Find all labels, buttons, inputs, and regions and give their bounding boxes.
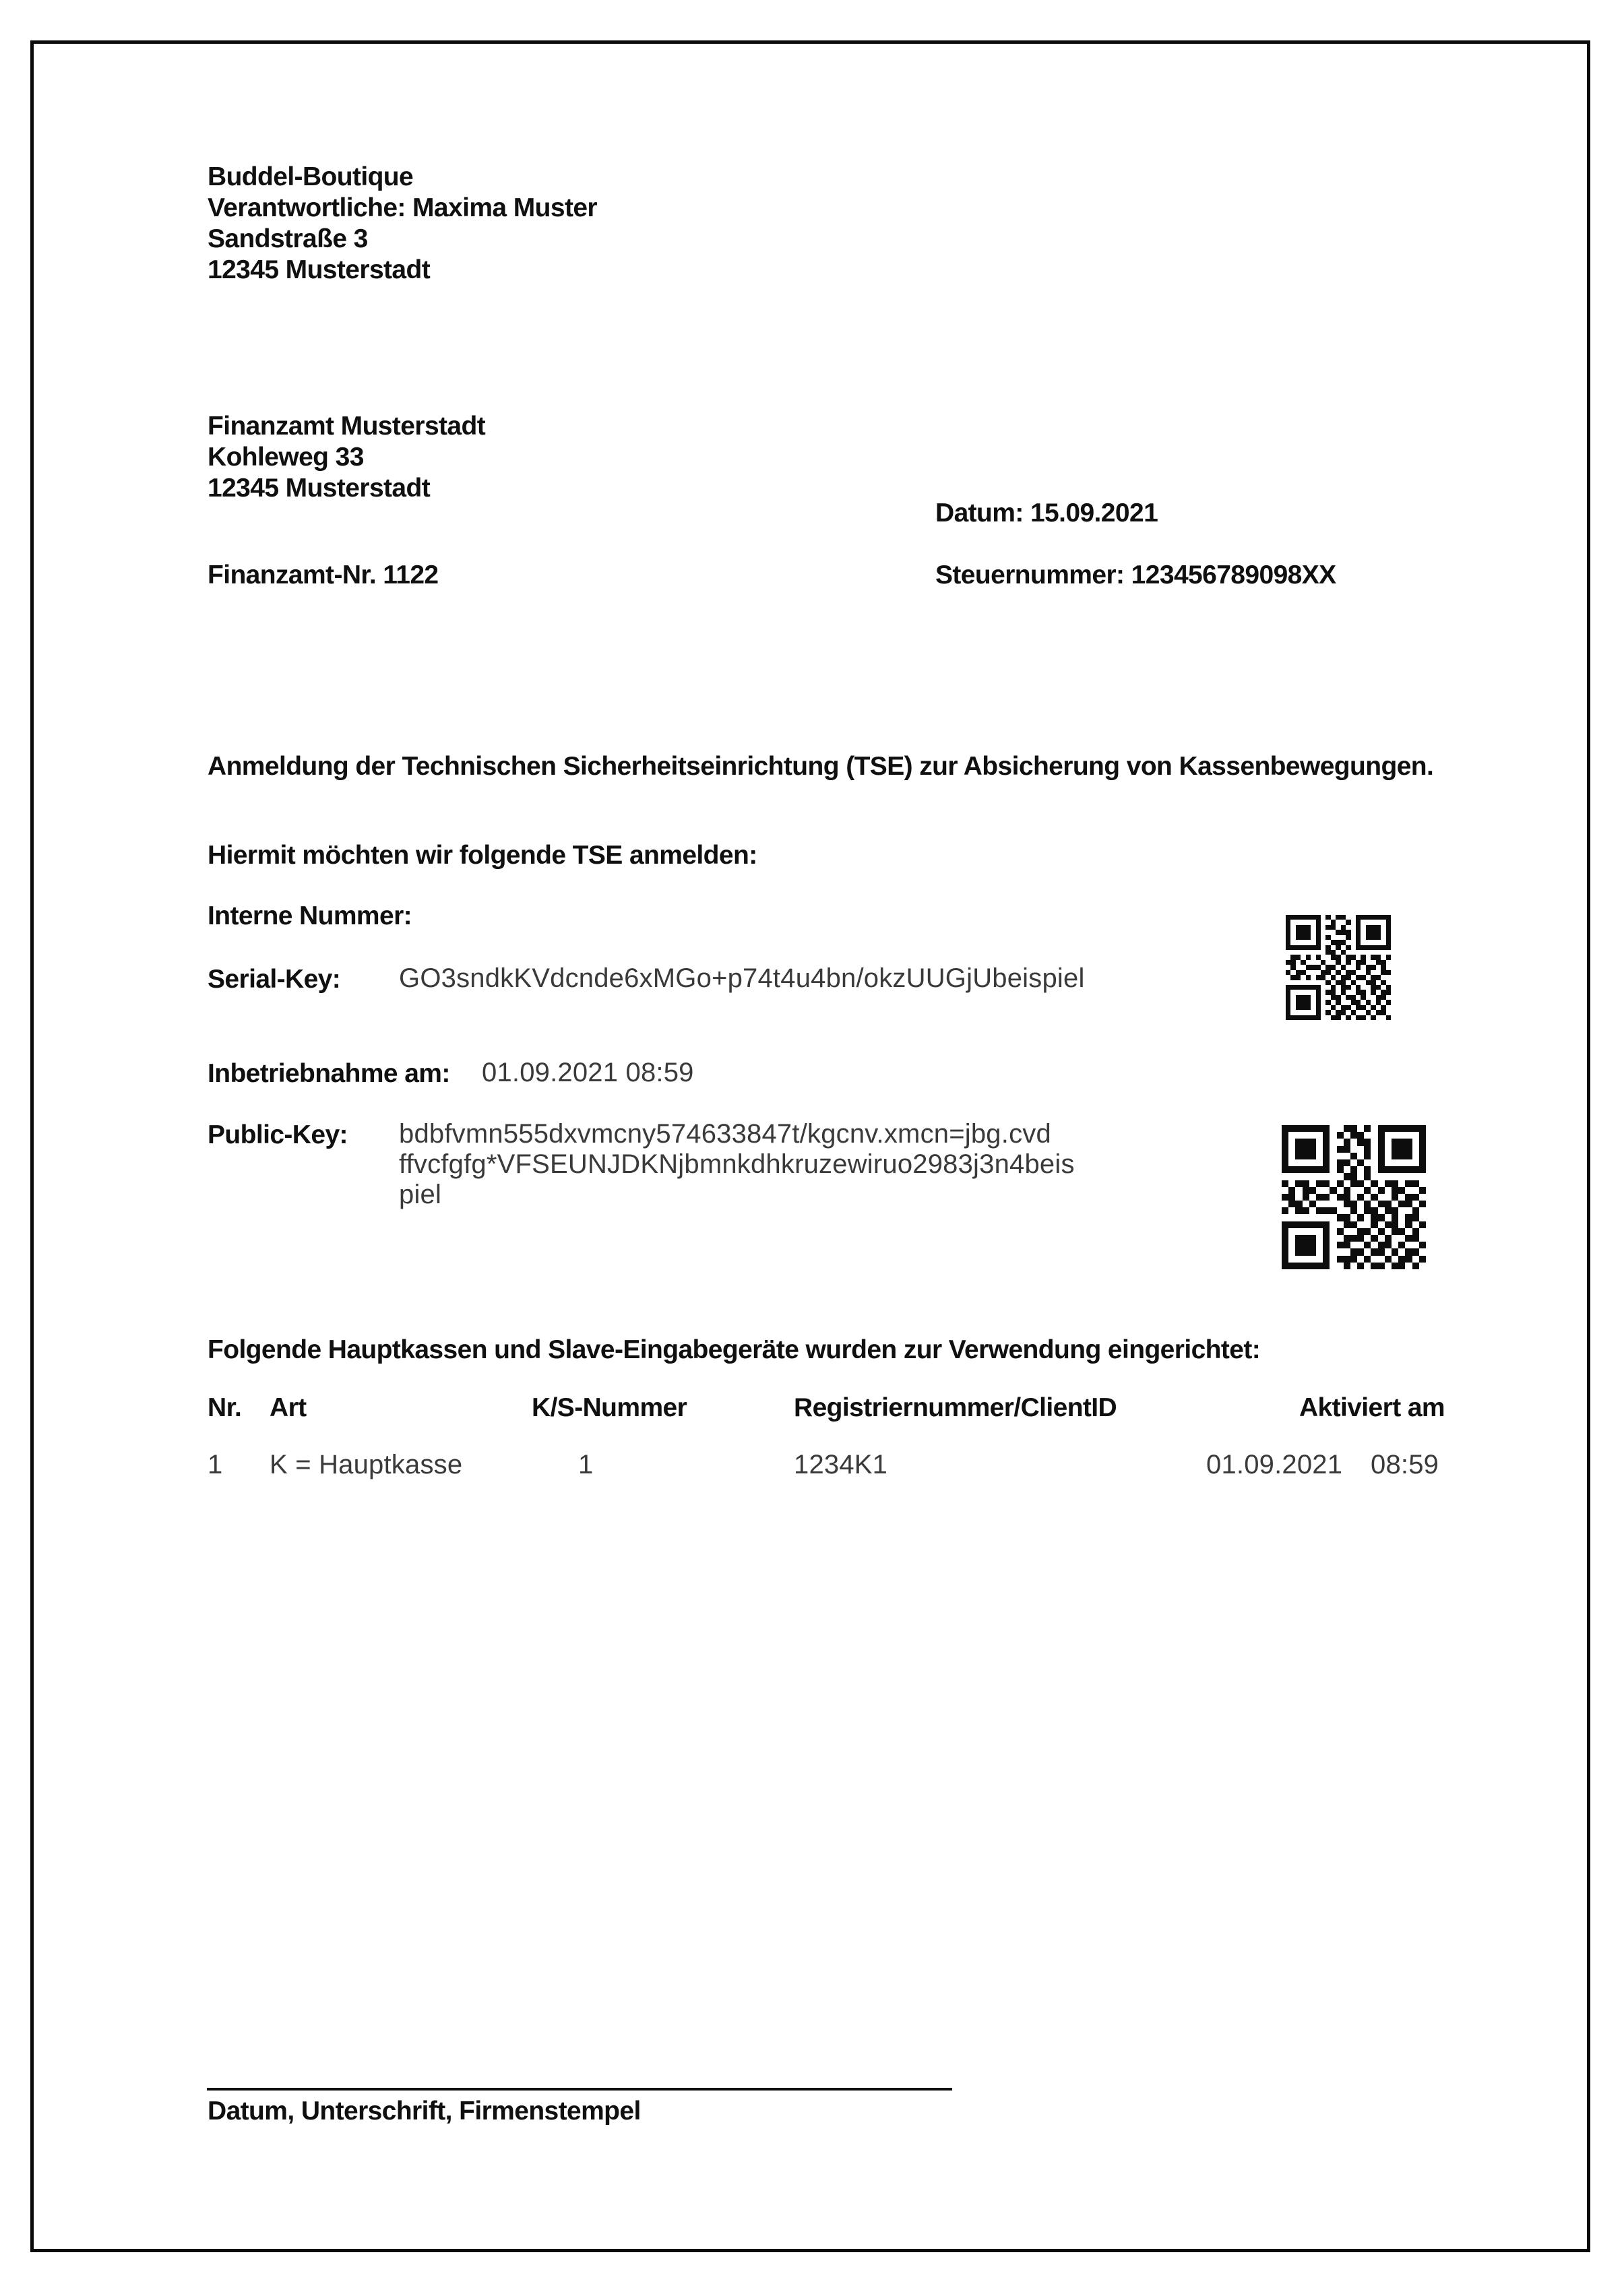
table-header-ks-nummer: K/S-Nummer <box>532 1393 687 1422</box>
row-art: K = Hauptkasse <box>270 1450 463 1479</box>
signature-line <box>207 2088 952 2091</box>
table-header-art: Art <box>270 1393 307 1422</box>
public-key-label: Public-Key: <box>208 1120 348 1149</box>
table-header-aktiviert-am: Aktiviert am <box>1299 1393 1445 1422</box>
public-key-value-line: bdbfvmn555dxvmcny574633847t/kgcnv.xmcn=jbg.cvd <box>399 1119 1051 1149</box>
table-header-nr: Nr. <box>208 1393 242 1422</box>
internal-number-label: Interne Nummer: <box>208 901 412 930</box>
intro-line: Hiermit möchten wir folgende TSE anmelden: <box>208 841 757 870</box>
serial-key-label: Serial-Key: <box>208 965 341 994</box>
recipient-line: Finanzamt Musterstadt <box>208 412 486 441</box>
public-key-value-line: piel <box>399 1180 442 1209</box>
row-nr: 1 <box>208 1450 223 1479</box>
sender-line: 12345 Musterstadt <box>208 255 431 284</box>
row-registriernummer: 1234K1 <box>794 1450 888 1479</box>
public-key-value <box>399 1119 1075 1210</box>
sender-line: Buddel-Boutique <box>208 162 414 191</box>
recipient-line: Kohleweg 33 <box>208 443 364 472</box>
public-key-value-line: ffvcfgfg*VFSEUNJDKNjbmnkdhkruzewiruo2983j3n4beis <box>399 1149 1075 1179</box>
table-header-registriernummer: Registriernummer/ClientID <box>794 1393 1117 1422</box>
signature-label: Datum, Unterschrift, Firmenstempel <box>208 2097 641 2126</box>
sender-line: Sandstraße 3 <box>208 224 368 253</box>
sender-line: Verantwortliche: Maxima Muster <box>208 193 598 222</box>
sender-address <box>208 162 597 286</box>
recipient-address <box>208 411 485 504</box>
serial-key-qrcode <box>1286 915 1391 1020</box>
serial-key-value: GO3sndkKVdcnde6xMGo+p74t4u4bn/okzUUGjUbeispiel <box>399 963 1085 993</box>
row-aktiviert-datum: 01.09.2021 <box>1206 1450 1343 1479</box>
recipient-line: 12345 Musterstadt <box>208 474 431 503</box>
finanzamt-number: Finanzamt-Nr. 1122 <box>208 561 439 589</box>
devices-intro: Folgende Hauptkassen und Slave-Eingabegeräte wurden zur Verwendung eingerichtet: <box>208 1335 1261 1364</box>
public-key-qrcode <box>1282 1125 1426 1269</box>
row-aktiviert-zeit: 08:59 <box>1371 1450 1439 1479</box>
commissioning-label: Inbetriebnahme am: <box>208 1059 450 1088</box>
tax-number: Steuernummer: 123456789098XX <box>935 561 1336 589</box>
row-ks-nummer: 1 <box>578 1450 594 1479</box>
date-line: Datum: 15.09.2021 <box>935 499 1158 528</box>
subject-line: Anmeldung der Technischen Sicherheitseinrichtung (TSE) zur Absicherung von Kassenbewegungen. <box>208 752 1434 781</box>
commissioning-value: 01.09.2021 08:59 <box>482 1058 694 1087</box>
